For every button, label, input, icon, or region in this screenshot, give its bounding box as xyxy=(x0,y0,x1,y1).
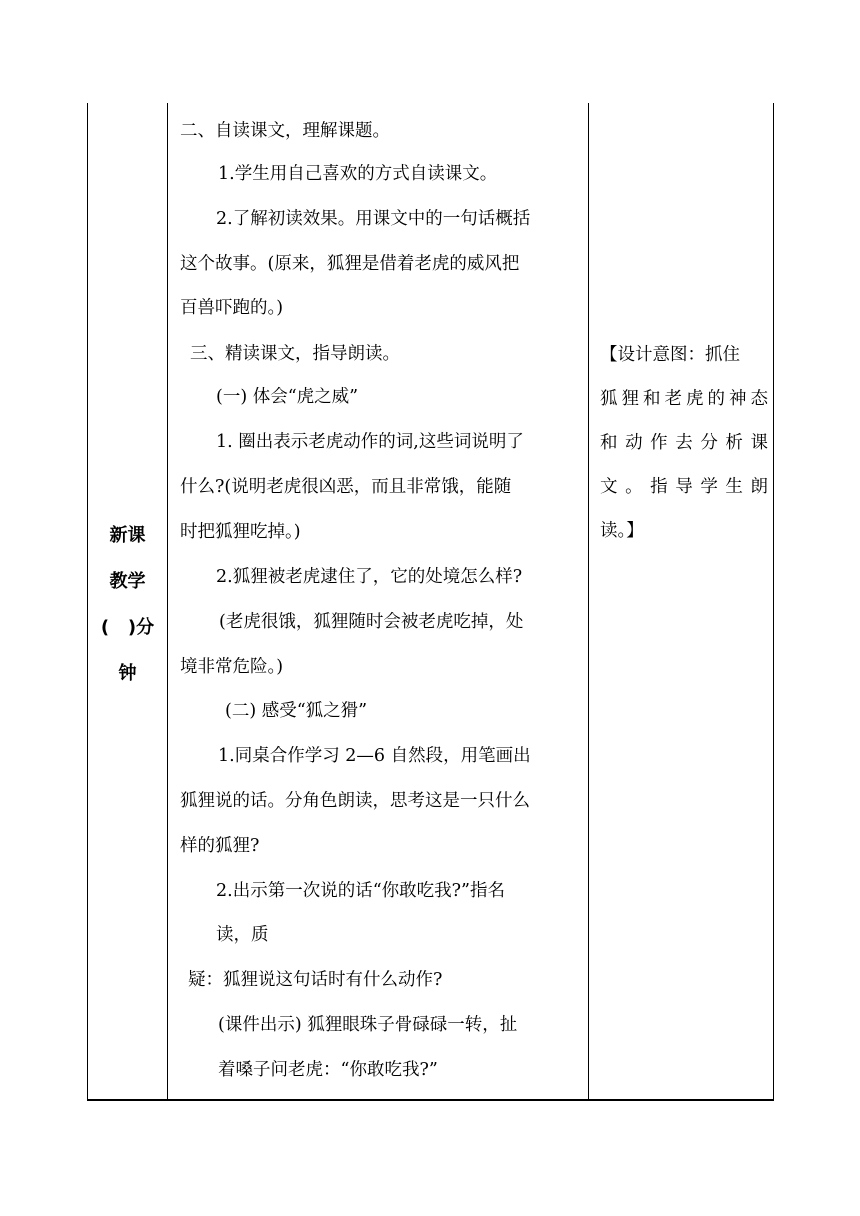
content-line: 2.出示第一次说的话“你敢吃我?”指名 xyxy=(216,881,505,901)
content-line: 读，质 xyxy=(216,925,269,945)
content-line: (课件出示) 狐狸眼珠子骨碌碌一转，扯 xyxy=(218,1015,518,1035)
table-border-right xyxy=(773,103,774,1101)
content-line: 1.同桌合作学习 2—6 自然段，用笔画出 xyxy=(218,746,531,766)
design-note-line: 文。指导学生朗 xyxy=(600,477,768,497)
content-line: 什么?(说明老虎很凶恶，而且非常饿，能随 xyxy=(180,477,512,497)
design-note-line: 【设计意图：抓住 xyxy=(600,345,740,365)
content-line: (老虎很饿，狐狸随时会被老虎吃掉，处 xyxy=(219,612,524,632)
content-line: 境非常危险。) xyxy=(180,657,284,677)
content-line: 百兽吓跑的。) xyxy=(180,298,284,318)
design-note-line: 和动作去分析课 xyxy=(600,433,768,453)
content-line: 疑：狐狸说这句话时有什么动作? xyxy=(188,970,443,990)
heading-self-reading: 二、自读课文，理解课题。 xyxy=(180,121,390,141)
section-label-line: ( )分 xyxy=(100,617,155,638)
section-label-line: 新课 xyxy=(109,525,146,546)
heading-close-reading: 三、精读课文，指导朗读。 xyxy=(190,344,400,364)
content-line: 2.了解初读效果。用课文中的一句话概括 xyxy=(216,209,531,229)
content-line: 1. 圈出表示老虎动作的词,这些词说明了 xyxy=(216,432,524,452)
section-label-line: 钟 xyxy=(118,663,137,684)
design-note-line: 狐狸和老虎的神态 xyxy=(600,389,768,409)
content-line: 时把狐狸吃掉。) xyxy=(180,522,301,542)
content-line: 这个故事。(原来，狐狸是借着老虎的威风把 xyxy=(180,254,520,274)
table-divider-1 xyxy=(167,103,168,1101)
section-label-line: 教学 xyxy=(109,571,146,592)
content-line: 1.学生用自己喜欢的方式自读课文。 xyxy=(218,164,498,184)
content-line: 2.狐狸被老虎逮住了，它的处境怎么样? xyxy=(216,567,523,587)
table-border-bottom xyxy=(87,1099,774,1101)
subheading-tiger: (一) 体会“虎之威” xyxy=(216,387,359,407)
content-line: 样的狐狸? xyxy=(180,836,260,856)
table-divider-2 xyxy=(588,103,589,1101)
design-note-line: 读。】 xyxy=(600,521,644,541)
content-line: 狐狸说的话。分角色朗读，思考这是一只什么 xyxy=(180,791,530,811)
subheading-fox: (二) 感受“狐之猾” xyxy=(225,701,368,721)
content-line: 着嗓子问老虎：“你敢吃我?” xyxy=(218,1060,438,1080)
section-label-cell xyxy=(88,513,167,697)
